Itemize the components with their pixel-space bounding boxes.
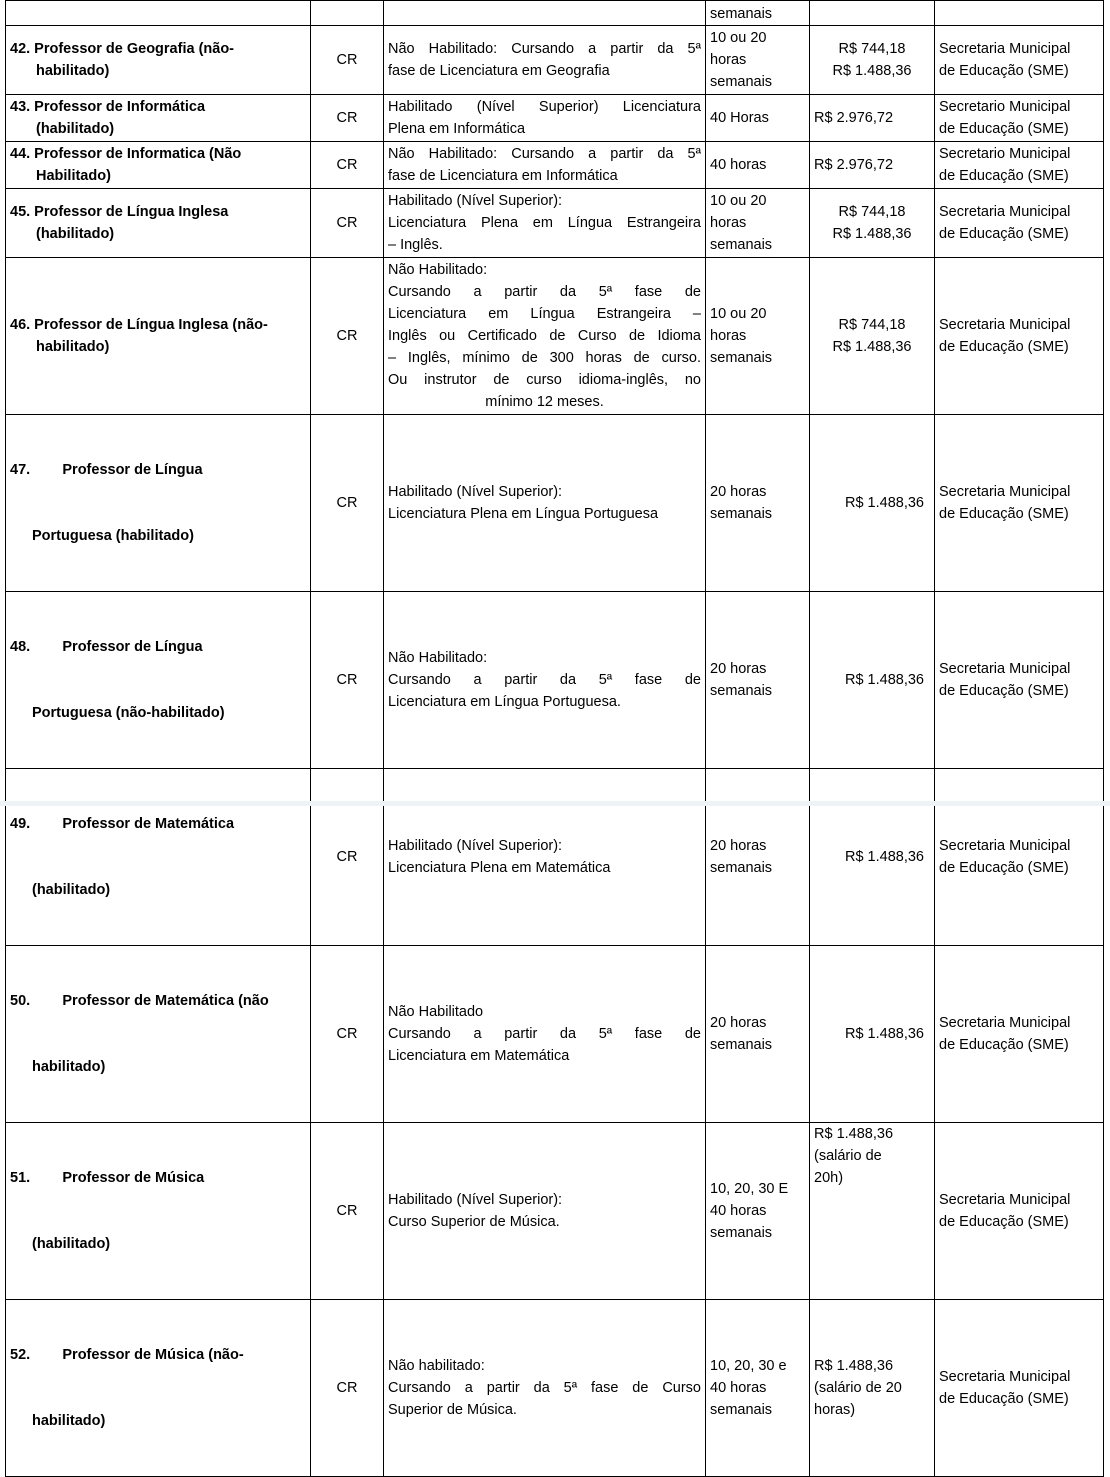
cell-text: semanais — [710, 1402, 773, 1418]
cell-carga-horaria — [706, 592, 810, 769]
cell-requisitos — [384, 142, 706, 189]
table-row — [6, 769, 1104, 946]
cell-vagas: CR — [311, 592, 384, 769]
cell-text: habilitado) — [32, 1413, 106, 1429]
cell-text: Habilitado (Nível Superior): — [388, 838, 563, 854]
table-row — [6, 258, 1104, 415]
cell-text: de Educação (SME) — [939, 1037, 1069, 1053]
cell-text: horas) — [814, 1402, 856, 1418]
cell-text: Não Habilitado: — [388, 262, 488, 278]
table-row — [6, 189, 1104, 258]
cell-text: Secretaria Municipal — [939, 661, 1071, 677]
cell-text: 51. Professor de Música — [10, 1170, 205, 1186]
cell-text: Superior de Música. — [388, 1402, 517, 1418]
cell-lotacao — [935, 1300, 1104, 1477]
cell-requisitos — [384, 946, 706, 1123]
cell-text: R$ 1.488,36 — [844, 672, 924, 688]
cell-carga-horaria — [706, 26, 810, 95]
cell-salario — [810, 258, 935, 415]
positions-table — [5, 0, 1104, 1477]
cell-text: de Educação (SME) — [939, 683, 1069, 699]
cell-text: Secretaria Municipal — [939, 1369, 1071, 1385]
cell-text: R$ 1.488,36 — [832, 226, 912, 242]
cell-carga-horaria — [706, 946, 810, 1123]
table-row — [6, 26, 1104, 95]
cell-text: semanais — [710, 237, 773, 253]
cell-text: Portuguesa (habilitado) — [32, 528, 194, 544]
cell-salario — [810, 142, 935, 189]
cell-text: Licenciatura Plena em Língua Estrangeira — [388, 215, 701, 231]
cell-text: R$ 1.488,36 — [844, 849, 924, 865]
cell-vagas: CR — [311, 258, 384, 415]
cell-text: – Inglês, mínimo de 300 horas de curso. — [388, 350, 701, 366]
cell-requisitos — [384, 769, 706, 946]
cell-text: 49. Professor de Matemática — [10, 816, 235, 832]
cell-requisitos — [384, 592, 706, 769]
cell-text: Secretario Municipal — [939, 146, 1071, 162]
cell-lotacao — [935, 26, 1104, 95]
cell-text: Não habilitado: — [388, 1358, 485, 1374]
cell-vagas: CR — [311, 189, 384, 258]
cell-text: Ou instrutor de curso idioma-inglês, no — [388, 372, 701, 388]
cell-text: (habilitado) — [32, 882, 111, 898]
cell-text: – Inglês. — [388, 237, 443, 253]
cell-text: (salário de — [814, 1148, 882, 1164]
cell-lotacao — [935, 189, 1104, 258]
cell-text: semanais — [710, 350, 773, 366]
cell-text: Habilitado (Nível Superior): — [388, 484, 563, 500]
cell-lotacao — [935, 142, 1104, 189]
cell-text: 10 ou 20 — [710, 30, 767, 46]
cell-cargo — [6, 1300, 311, 1477]
cell-text: semanais — [710, 6, 773, 22]
cell-requisitos — [384, 1123, 706, 1300]
cell-text: Plena em Informática — [388, 121, 526, 137]
cell-text: Licenciatura Plena em Matemática — [388, 860, 611, 876]
cell-text: 20 horas — [710, 1015, 767, 1031]
cell-lotacao — [935, 769, 1104, 946]
cell-text: (habilitado) — [36, 121, 115, 137]
cell-text: habilitado) — [32, 1059, 106, 1075]
cell-cargo — [6, 142, 311, 189]
cell-text: 40 Horas — [710, 110, 769, 126]
cell-text: Secretaria Municipal — [939, 41, 1071, 57]
cell-salario — [810, 946, 935, 1123]
cell-text: Habilitado (Nível Superior): — [388, 1192, 563, 1208]
cell-text: de Educação (SME) — [939, 506, 1069, 522]
cell-text: de Educação (SME) — [939, 63, 1069, 79]
cell-cargo — [6, 258, 311, 415]
page-bottom-strip — [0, 801, 1110, 806]
cell-vagas: CR — [311, 769, 384, 946]
cell-requisitos — [384, 1, 706, 26]
cell-text: 43. Professor de Informática — [10, 99, 206, 115]
cell-carga-horaria — [706, 1123, 810, 1300]
cell-text: Não Habilitado: Cursando a partir da 5ª — [388, 146, 701, 162]
table-row-continuation — [6, 1, 1104, 26]
cell-text: semanais — [710, 1037, 773, 1053]
cell-text: 45. Professor de Língua Inglesa — [10, 204, 229, 220]
cell-carga-horaria — [706, 142, 810, 189]
cell-text: R$ 1.488,36 — [844, 1026, 924, 1042]
cell-text: 10, 20, 30 e — [710, 1358, 787, 1374]
cell-lotacao — [935, 95, 1104, 142]
cell-text: Secretaria Municipal — [939, 484, 1071, 500]
cell-text: de Educação (SME) — [939, 121, 1069, 137]
cell-vagas — [311, 1, 384, 26]
table-row — [6, 1300, 1104, 1477]
cell-text: 10, 20, 30 E — [710, 1181, 789, 1197]
cell-carga-horaria — [706, 769, 810, 946]
cell-cargo — [6, 946, 311, 1123]
cell-text: Portuguesa (não-habilitado) — [32, 705, 225, 721]
cell-requisitos — [384, 1300, 706, 1477]
cell-text: Habilitado) — [36, 168, 111, 184]
cell-text: R$ 2.976,72 — [814, 157, 894, 173]
cell-carga-horaria — [706, 189, 810, 258]
cell-text: Licenciatura em Língua Estrangeira – — [388, 306, 701, 322]
cell-requisitos — [384, 95, 706, 142]
cell-text: 40 horas — [710, 1380, 767, 1396]
cell-salario — [810, 1300, 935, 1477]
cell-text: Secretaria Municipal — [939, 1192, 1071, 1208]
cell-text: semanais — [710, 860, 773, 876]
cell-carga-horaria — [706, 1, 810, 26]
cell-vagas: CR — [311, 1300, 384, 1477]
table-row — [6, 946, 1104, 1123]
cell-text: habilitado) — [36, 339, 110, 355]
cell-vagas: CR — [311, 946, 384, 1123]
cell-text: Secretaria Municipal — [939, 1015, 1071, 1031]
cell-text: de Educação (SME) — [939, 226, 1069, 242]
cell-cargo — [6, 415, 311, 592]
cell-salario — [810, 189, 935, 258]
table-row — [6, 592, 1104, 769]
table-row — [6, 1123, 1104, 1300]
cell-text: Curso Superior de Música. — [388, 1214, 560, 1230]
cell-cargo — [6, 189, 311, 258]
cell-text: 42. Professor de Geografia (não- — [10, 41, 235, 57]
cell-text: horas — [710, 215, 747, 231]
cell-text: 46. Professor de Língua Inglesa (não- — [10, 317, 268, 333]
cell-text: Cursando a partir da 5ª fase de — [388, 1026, 701, 1042]
cell-text: 47. Professor de Língua — [10, 462, 203, 478]
cell-text: 40 horas — [710, 157, 767, 173]
cell-vagas: CR — [311, 26, 384, 95]
cell-text: 20 horas — [710, 661, 767, 677]
cell-text: R$ 2.976,72 — [814, 110, 894, 126]
cell-text: (habilitado) — [32, 1236, 111, 1252]
cell-text: (habilitado) — [36, 226, 115, 242]
cell-cargo — [6, 592, 311, 769]
cell-carga-horaria — [706, 415, 810, 592]
cell-text: semanais — [710, 683, 773, 699]
cell-text: semanais — [710, 74, 773, 90]
cell-requisitos — [384, 258, 706, 415]
cell-text: de Educação (SME) — [939, 339, 1069, 355]
cell-text: Secretaria Municipal — [939, 204, 1071, 220]
cell-text: R$ 1.488,36 — [844, 495, 924, 511]
cell-lotacao — [935, 258, 1104, 415]
cell-text: R$ 1.488,36 — [832, 63, 912, 79]
table-row — [6, 142, 1104, 189]
cell-cargo — [6, 1, 311, 26]
cell-text: 40 horas — [710, 1203, 767, 1219]
cell-text: 20h) — [814, 1170, 844, 1186]
cell-text: 44. Professor de Informatica (Não — [10, 146, 242, 162]
cell-text: R$ 1.488,36 — [814, 1358, 894, 1374]
cell-text: 50. Professor de Matemática (não — [10, 993, 269, 1009]
cell-text: fase de Licenciatura em Geografia — [388, 63, 610, 79]
cell-vagas: CR — [311, 1123, 384, 1300]
cell-text: semanais — [710, 1225, 773, 1241]
cell-text: Cursando a partir da 5ª fase de Curso — [388, 1380, 701, 1396]
cell-vagas: CR — [311, 142, 384, 189]
cell-lotacao — [935, 592, 1104, 769]
cell-requisitos — [384, 415, 706, 592]
cell-text: Inglês ou Certificado de Curso de Idioma — [388, 328, 701, 344]
cell-text: 20 horas — [710, 838, 767, 854]
cell-lotacao — [935, 415, 1104, 592]
cell-text: Habilitado (Nível Superior): — [388, 193, 563, 209]
cell-salario — [810, 415, 935, 592]
cell-text: Licenciatura Plena em Língua Portuguesa — [388, 506, 659, 522]
cell-salario — [810, 769, 935, 946]
cell-text: semanais — [710, 506, 773, 522]
cell-salario — [810, 95, 935, 142]
cell-cargo — [6, 1123, 311, 1300]
cell-text: Secretaria Municipal — [939, 838, 1071, 854]
cell-cargo — [6, 26, 311, 95]
cell-text: 10 ou 20 — [710, 193, 767, 209]
cell-vagas: CR — [311, 95, 384, 142]
cell-text: Secretario Municipal — [939, 99, 1071, 115]
cell-salario — [810, 592, 935, 769]
cell-cargo — [6, 769, 311, 946]
cell-text: de Educação (SME) — [939, 860, 1069, 876]
cell-salario — [810, 1123, 935, 1300]
cell-salario — [810, 1, 935, 26]
cell-text: de Educação (SME) — [939, 1391, 1069, 1407]
cell-text: Secretaria Municipal — [939, 317, 1071, 333]
cell-salario — [810, 26, 935, 95]
cell-text: Cursando a partir da 5ª fase de — [388, 672, 701, 688]
cell-text: 20 horas — [710, 484, 767, 500]
cell-text: Não Habilitado: Cursando a partir da 5ª — [388, 41, 701, 57]
cell-text: Cursando a partir da 5ª fase de — [388, 284, 701, 300]
positions-table-body — [6, 1, 1104, 1477]
cell-requisitos — [384, 189, 706, 258]
cell-vagas: CR — [311, 415, 384, 592]
cell-carga-horaria — [706, 95, 810, 142]
cell-text: habilitado) — [36, 63, 110, 79]
cell-text: R$ 744,18 — [838, 204, 906, 220]
cell-text: fase de Licenciatura em Informática — [388, 168, 618, 184]
cell-text: de Educação (SME) — [939, 1214, 1069, 1230]
cell-text: 52. Professor de Música (não- — [10, 1347, 244, 1363]
cell-text: R$ 1.488,36 — [814, 1126, 894, 1142]
cell-text: 48. Professor de Língua — [10, 639, 203, 655]
cell-text: Não Habilitado — [388, 1004, 484, 1020]
cell-lotacao — [935, 1, 1104, 26]
cell-text: Habilitado (Nível Superior) Licenciatura — [388, 99, 701, 115]
cell-text: horas — [710, 52, 747, 68]
cell-cargo — [6, 95, 311, 142]
cell-text: Não Habilitado: — [388, 650, 488, 666]
cell-lotacao — [935, 1123, 1104, 1300]
cell-text: R$ 744,18 — [838, 41, 906, 57]
table-row — [6, 415, 1104, 592]
cell-requisitos — [384, 26, 706, 95]
cell-text: R$ 744,18 — [838, 317, 906, 333]
cell-text: Licenciatura em Matemática — [388, 1048, 570, 1064]
cell-text: horas — [710, 328, 747, 344]
cell-lotacao — [935, 946, 1104, 1123]
cell-text: R$ 1.488,36 — [832, 339, 912, 355]
cell-text: (salário de 20 — [814, 1380, 902, 1396]
cell-text: mínimo 12 meses. — [485, 394, 604, 410]
cell-text: de Educação (SME) — [939, 168, 1069, 184]
cell-text: 10 ou 20 — [710, 306, 767, 322]
table-row — [6, 95, 1104, 142]
cell-carga-horaria — [706, 1300, 810, 1477]
cell-text: Licenciatura em Língua Portuguesa. — [388, 694, 621, 710]
cell-carga-horaria — [706, 258, 810, 415]
